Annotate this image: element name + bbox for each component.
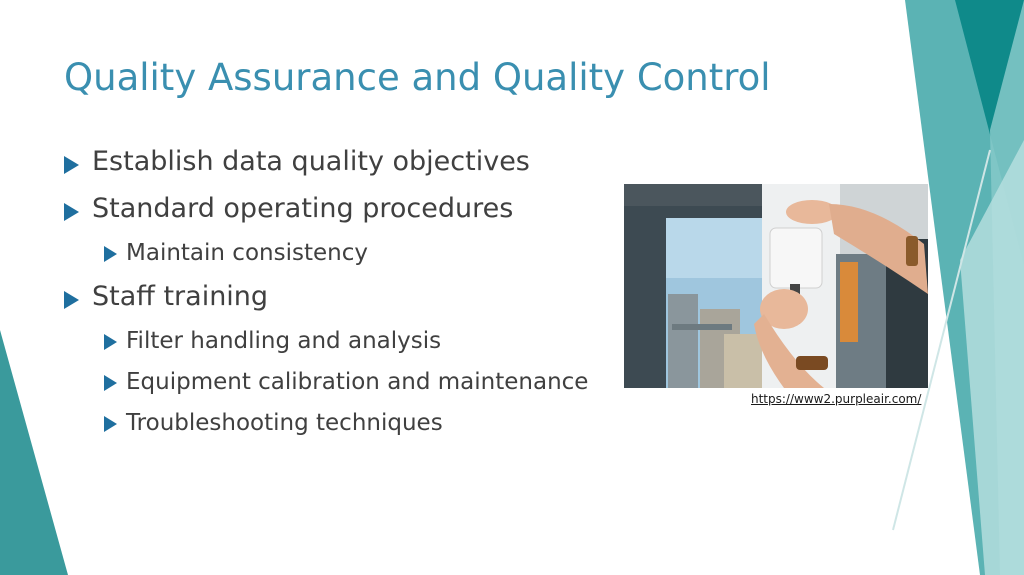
bullet-item xyxy=(64,146,530,177)
bullet-text: Filter handling and analysis xyxy=(126,328,442,354)
triangle-right-icon xyxy=(104,375,117,391)
triangle-right-icon xyxy=(104,334,117,350)
bullet-text: Equipment calibration and maintenance xyxy=(126,369,589,395)
slide-title: Quality Assurance and Quality Control xyxy=(64,56,771,99)
triangle-right-icon xyxy=(64,156,79,174)
sub-bullet-item xyxy=(104,369,588,395)
bullet-text: Establish data quality objectives xyxy=(92,146,530,177)
bullet-text: Standard operating procedures xyxy=(92,193,514,224)
bullet-item xyxy=(64,193,513,224)
bullet-text: Troubleshooting techniques xyxy=(126,410,443,436)
triangle-right-icon xyxy=(64,203,79,221)
bullet-text: Staff training xyxy=(92,281,269,312)
triangle-right-icon xyxy=(104,246,117,262)
sub-bullet-item xyxy=(104,240,368,266)
sub-bullet-item xyxy=(104,328,441,354)
left-teal-shape xyxy=(0,330,68,575)
bullet-text: Maintain consistency xyxy=(126,240,368,266)
triangle-right-icon xyxy=(64,291,79,309)
sub-bullet-item xyxy=(104,410,443,436)
photo-source-link[interactable]: https://www2.purpleair.com/ xyxy=(751,392,922,406)
triangle-right-icon xyxy=(104,416,117,432)
sensor-photo xyxy=(624,184,928,388)
bullet-item xyxy=(64,281,268,312)
sensor-photo-illustration xyxy=(624,184,928,388)
